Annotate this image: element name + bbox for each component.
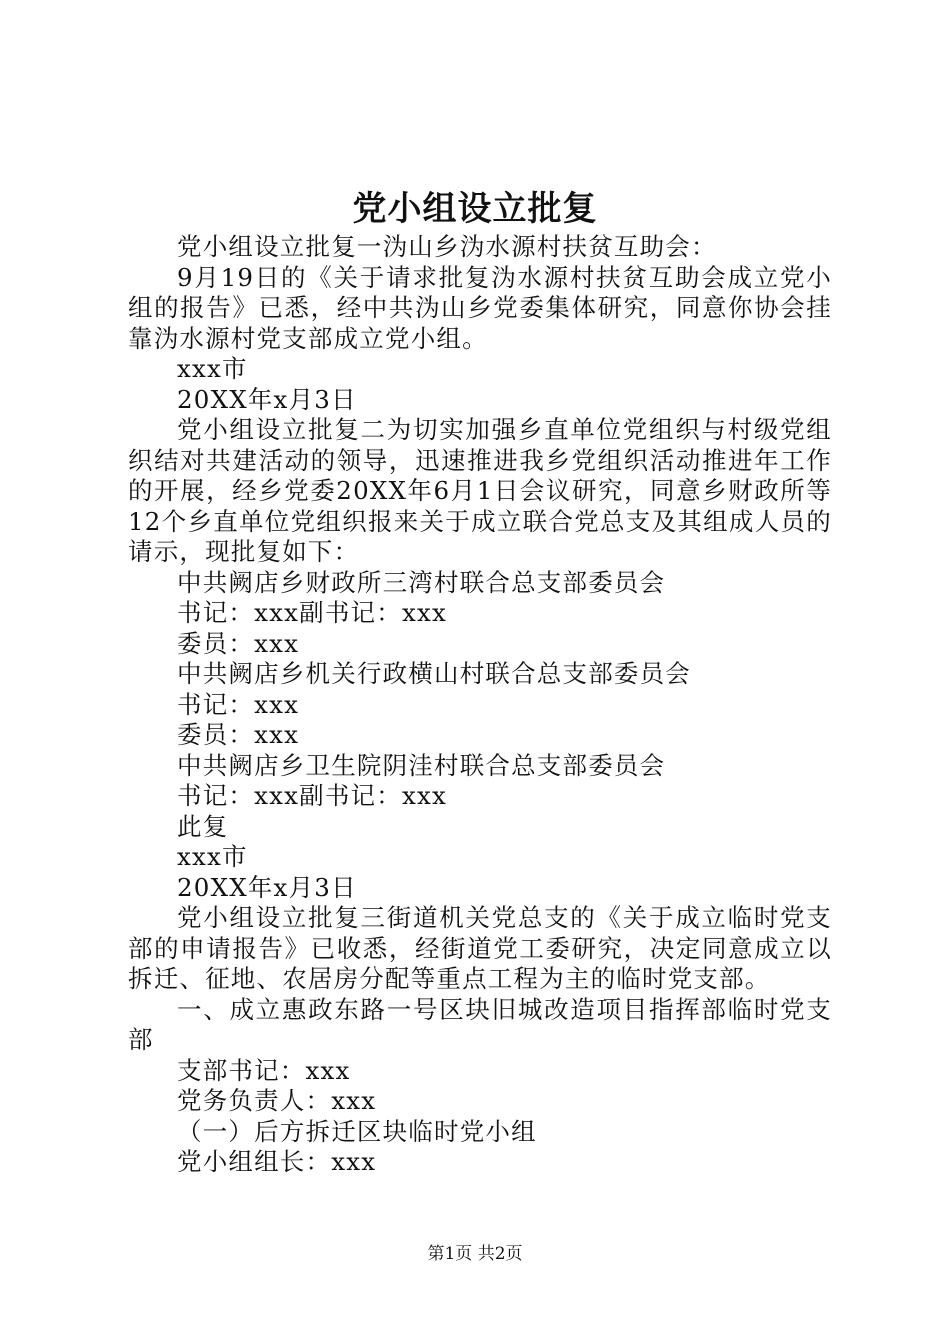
paragraph: 党小组设立批复三街道机关党总支的《关于成立临时党支部的申请报告》已收悉，经街道党工委研究，决定同意成立以拆迁、征地、农居房分配等重点工程为主的临时党支部。 [128, 903, 832, 993]
paragraph: 9月19日的《关于请求批复沩水源村扶贫互助会成立党小组的报告》已悉，经中共沩山乡党委集体研究，同意你协会挂靠沩水源村党支部成立党小组。 [128, 262, 832, 353]
paragraph: 20XX年x月3日 [177, 872, 357, 902]
paragraph: xxx市 [177, 354, 248, 383]
paragraph: 党小组组长：xxx [177, 1147, 377, 1176]
paragraph: 委员：xxx [177, 720, 300, 749]
paragraph: 党小组设立批复一沩山乡沩水源村扶贫互助会： [177, 232, 717, 261]
paragraph: 此复 [177, 811, 229, 841]
paragraph: 党小组设立批复二为切实加强乡直单位党组织与村级党组织结对共建活动的领导，迅速推进我乡党组织活动推进年工作的开展，经乡党委20XX年6月1日会议研究，同意乡财政所等12个乡直单位党组织报来关于成立联合党总支及其组成人员的请示，现批复如下： [128, 415, 832, 566]
paragraph: 党务负责人：xxx [177, 1086, 377, 1115]
paragraph: 委员：xxx [177, 628, 300, 658]
paragraph: 书记：xxx副书记：xxx [177, 781, 448, 810]
paragraph: 中共阙店乡机关行政横山村联合总支部委员会 [177, 659, 691, 688]
paragraph: 一、成立惠政东路一号区块旧城改造项目指挥部临时党支部 [128, 994, 832, 1054]
page-footer: 第1页 共2页 [427, 1244, 523, 1264]
paragraph: （一）后方拆迁区块临时党小组 [177, 1116, 537, 1146]
paragraph: 支部书记：xxx [177, 1055, 351, 1085]
paragraph: xxx市 [177, 842, 248, 871]
document-body [128, 232, 832, 1178]
paragraph: 中共阙店乡财政所三湾村联合总支部委员会 [177, 567, 666, 597]
paragraph: 书记：xxx副书记：xxx [177, 598, 448, 627]
paragraph: 书记：xxx [177, 689, 300, 719]
paragraph: 20XX年x月3日 [177, 384, 357, 414]
paragraph: 中共阙店乡卫生院阴洼村联合总支部委员会 [177, 750, 666, 780]
document-title: 党小组设立批复 [352, 189, 598, 229]
